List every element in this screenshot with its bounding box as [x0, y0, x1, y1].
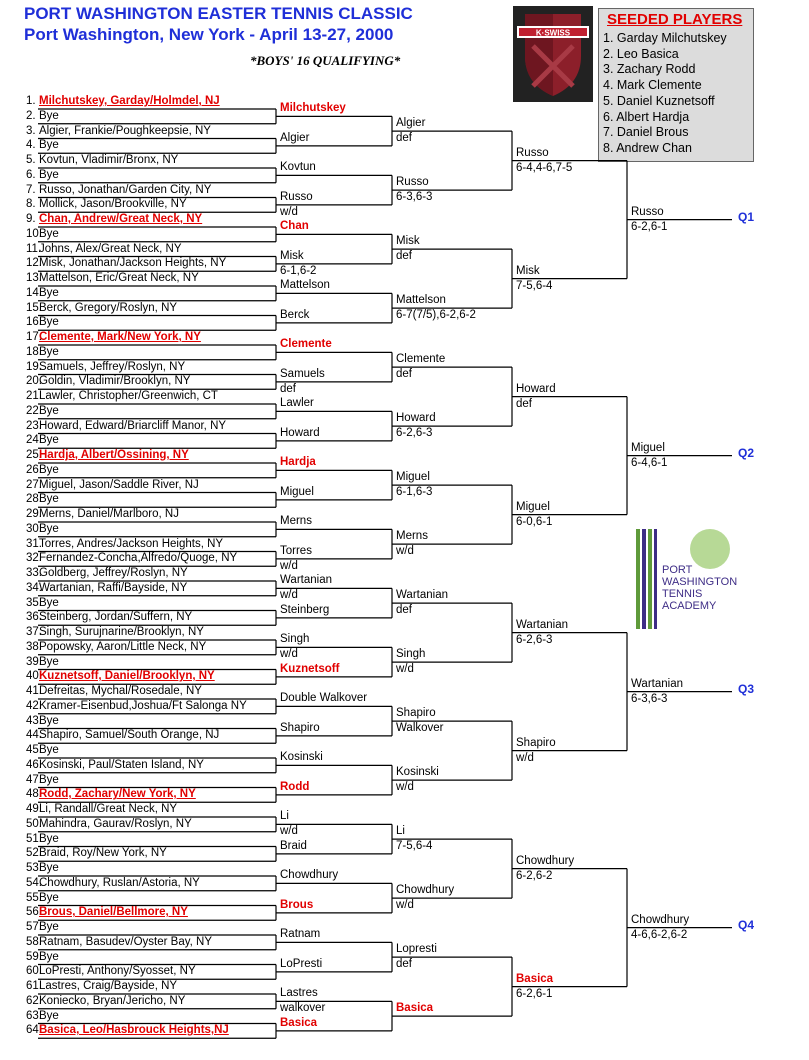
draw-position: 19. — [26, 360, 42, 373]
round4-winner: Miguel — [631, 441, 665, 454]
draw-position: 53. — [26, 862, 42, 874]
round2-score: w/d — [396, 781, 414, 794]
seed-item: 7. Daniel Brous — [603, 125, 689, 140]
round2-score: def — [396, 132, 412, 145]
round2-winner: Basica — [396, 1002, 434, 1015]
round1-score: w/d — [280, 559, 298, 572]
draw-entrant: Bye — [39, 1009, 59, 1022]
round4-score: 6-4,6-1 — [631, 456, 668, 469]
draw-entrant: LoPresti, Anthony/Syosset, NY — [39, 965, 196, 978]
draw-position: 3. — [26, 124, 36, 137]
draw-entrant: Bye — [39, 950, 59, 963]
round1-winner: Samuels — [280, 367, 325, 380]
round1-winner: Lastres — [280, 987, 318, 1000]
draw-position: 5. — [26, 154, 36, 166]
round3-winner: Chowdhury — [516, 854, 575, 867]
seed-item: 6. Albert Hardja — [603, 109, 690, 124]
seeded-players-title: SEEDED PLAYERS — [607, 11, 743, 28]
round1-winner: Chowdhury — [280, 869, 339, 882]
draw-entrant: Bye — [39, 404, 59, 417]
draw-position: 44. — [26, 729, 42, 742]
round2-winner: Misk — [396, 235, 420, 248]
round3-score: 6-2,6-3 — [516, 633, 553, 646]
round1-winner: Kovtun — [280, 161, 316, 174]
draw-position: 62. — [26, 994, 42, 1007]
round2-score: def — [396, 250, 412, 263]
draw-entrant: Bye — [39, 655, 59, 668]
round2-winner: Wartanian — [396, 589, 448, 602]
draw-position: 60. — [26, 965, 42, 978]
draw-position: 48. — [26, 788, 42, 801]
draw-entrant: Shapiro, Samuel/South Orange, NJ — [39, 729, 220, 742]
draw-position: 63. — [26, 1009, 42, 1022]
draw-entrant: Bye — [39, 493, 59, 506]
draw-entrant: Bye — [39, 921, 59, 933]
round2-score: def — [396, 368, 412, 381]
draw-position: 12. — [26, 257, 42, 270]
round1-winner: Torres — [280, 544, 312, 557]
svg-text:WASHINGTON: WASHINGTON — [662, 576, 738, 588]
round3-winner: Russo — [516, 146, 549, 159]
round2-winner: Russo — [396, 176, 429, 189]
draw-entrant: Bye — [39, 773, 59, 786]
draw-entrant: Bye — [39, 463, 59, 476]
round1-winner: Ratnam — [280, 928, 321, 941]
round1-score: w/d — [280, 205, 298, 218]
draw-position: 6. — [26, 168, 36, 181]
draw-position: 1. — [26, 95, 36, 107]
draw-position: 57. — [26, 921, 42, 933]
round2-score: def — [396, 604, 412, 617]
draw-entrant: Kosinski, Paul/Staten Island, NY — [39, 758, 204, 771]
round3-winner: Shapiro — [516, 736, 556, 749]
draw-position: 41. — [26, 685, 42, 697]
draw-entrant: Ratnam, Basudev/Oyster Bay, NY — [39, 935, 212, 948]
draw-position: 38. — [26, 640, 42, 653]
draw-entrant: Bye — [39, 139, 59, 152]
draw-entrant: Mahindra, Gaurav/Roslyn, NY — [39, 817, 192, 830]
draw-entrant: Johns, Alex/Great Neck, NY — [39, 242, 182, 255]
round2-winner: Mattelson — [396, 294, 446, 307]
draw-entrant: Mollick, Jason/Brookville, NY — [39, 198, 187, 211]
svg-text:ACADEMY: ACADEMY — [662, 600, 717, 612]
draw-position: 43. — [26, 714, 42, 727]
draw-entrant: Li, Randall/Great Neck, NY — [39, 803, 178, 815]
round2-winner: Clemente — [396, 353, 446, 366]
draw-position: 28. — [26, 493, 42, 506]
draw-position: 7. — [26, 183, 36, 196]
round1-winner: Double Walkover — [280, 692, 368, 705]
draw-entrant: Lawler, Christopher/Greenwich, CT — [39, 390, 218, 402]
round1-score: walkover — [280, 1002, 326, 1015]
round1-winner: LoPresti — [280, 957, 323, 970]
round1-winner: Shapiro — [280, 721, 320, 734]
round2-winner: Shapiro — [396, 707, 436, 720]
round2-score: 6-3,6-3 — [396, 191, 433, 204]
seed-item: 8. Andrew Chan — [603, 140, 692, 155]
round1-winner: Kosinski — [280, 751, 323, 764]
draw-entrant: Bye — [39, 316, 59, 329]
draw-entrant: Hardja, Albert/Ossining, NY — [39, 449, 189, 461]
round3-score: 6-2,6-1 — [516, 987, 553, 1000]
round1-winner: Misk — [280, 249, 304, 262]
round1-winner: Li — [280, 810, 289, 823]
seed-item: 4. Mark Clemente — [603, 78, 702, 93]
round2-winner: Miguel — [396, 471, 430, 484]
draw-position: 4. — [26, 139, 36, 152]
round4-score: 6-2,6-1 — [631, 220, 668, 233]
draw-entrant: Bye — [39, 522, 59, 535]
draw-entrant: Lastres, Craig/Bayside, NY — [39, 980, 178, 992]
round2-score: 7-5,6-4 — [396, 840, 433, 853]
draw-entrant: Braid, Roy/New York, NY — [39, 847, 167, 860]
round2-score: 6-1,6-3 — [396, 486, 433, 499]
round1-winner: Rodd — [280, 780, 310, 793]
draw-entrant: Fernandez-Concha,Alfredo/Quoge, NY — [39, 552, 238, 565]
draw-position: 46. — [26, 758, 42, 771]
draw-position: 39. — [26, 655, 42, 668]
draw-position: 33. — [26, 567, 42, 579]
round3-winner: Howard — [516, 382, 556, 395]
draw-position: 49. — [26, 803, 42, 815]
draw-entrant: Bye — [39, 434, 59, 447]
draw-entrant: Kovtun, Vladimir/Bronx, NY — [39, 154, 179, 166]
qualifier-label: Q2 — [738, 445, 755, 460]
round1-winner: Basica — [280, 1016, 318, 1029]
round1-winner: Kuznetsoff — [280, 662, 340, 675]
draw-position: 10. — [26, 227, 42, 240]
round2-winner: Merns — [396, 530, 428, 543]
draw-entrant: Clemente, Mark/New York, NY — [39, 331, 201, 343]
draw-position: 58. — [26, 935, 42, 948]
draw-position: 42. — [26, 699, 42, 712]
round1-winner: Milchutskey — [280, 102, 346, 115]
draw-position: 8. — [26, 198, 36, 211]
draw-entrant: Bye — [39, 714, 59, 727]
round1-winner: Hardja — [280, 456, 316, 469]
draw-position: 64. — [26, 1024, 42, 1037]
draw-position: 40. — [26, 670, 42, 683]
draw-position: 22. — [26, 404, 42, 417]
draw-position: 20. — [26, 375, 42, 388]
round2-winner: Singh — [396, 648, 426, 661]
draw-entrant: Kramer-Eisenbud,Joshua/Ft Salonga NY — [39, 699, 247, 712]
draw-position: 9. — [26, 213, 36, 225]
draw-entrant: Kuznetsoff, Daniel/Brooklyn, NY — [39, 670, 215, 683]
round4-score: 4-6,6-2,6-2 — [631, 928, 688, 941]
round1-winner: Lawler — [280, 397, 314, 410]
round1-score: w/d — [280, 648, 298, 661]
draw-entrant: Bye — [39, 832, 59, 845]
draw-entrant: Chan, Andrew/Great Neck, NY — [39, 213, 203, 225]
round1-winner: Algier — [280, 131, 310, 144]
draw-entrant: Chowdhury, Ruslan/Astoria, NY — [39, 876, 200, 889]
round4-winner: Wartanian — [631, 677, 683, 690]
round2-winner: Kosinski — [396, 766, 439, 779]
draw-position: 16. — [26, 316, 42, 329]
seed-item: 5. Daniel Kuznetsoff — [603, 93, 715, 108]
draw-entrant: Basica, Leo/Hasbrouck Heights,NJ — [39, 1024, 229, 1037]
round3-score: w/d — [516, 751, 534, 764]
draw-position: 54. — [26, 876, 42, 889]
round1-winner: Brous — [280, 898, 314, 911]
draw-entrant: Bye — [39, 744, 59, 756]
draw-entrant: Miguel, Jason/Saddle River, NJ — [39, 478, 199, 491]
draw-position: 35. — [26, 596, 42, 609]
round3-winner: Misk — [516, 264, 540, 277]
round1-winner: Mattelson — [280, 279, 330, 292]
seed-item: 2. Leo Basica — [603, 46, 679, 61]
draw-entrant: Bye — [39, 168, 59, 181]
svg-text:PORT: PORT — [662, 564, 693, 576]
draw-position: 29. — [26, 508, 42, 520]
round4-winner: Chowdhury — [631, 913, 690, 926]
draw-entrant: Berck, Gregory/Roslyn, NY — [39, 301, 178, 314]
draw-entrant: Bye — [39, 891, 59, 904]
draw-entrant: Popowsky, Aaron/Little Neck, NY — [39, 640, 207, 653]
draw-position: 34. — [26, 581, 42, 594]
round1-score: 6-1,6-2 — [280, 264, 317, 277]
draw-position: 13. — [26, 272, 42, 284]
draw-position: 14. — [26, 286, 42, 299]
draw-entrant: Bye — [39, 286, 59, 299]
draw-position: 37. — [26, 626, 42, 638]
draw-entrant: Goldin, Vladimir/Brooklyn, NY — [39, 375, 191, 388]
round3-winner: Basica — [516, 972, 554, 985]
draw-position: 55. — [26, 891, 42, 904]
draw-entrant: Bye — [39, 227, 59, 240]
round2-score: w/d — [396, 899, 414, 912]
draw-subtitle: *BOYS' 16 QUALIFYING* — [250, 53, 401, 68]
round1-score: w/d — [280, 589, 298, 602]
draw-position: 31. — [26, 537, 42, 550]
round1-winner: Clemente — [280, 338, 332, 351]
round3-score: 6-2,6-2 — [516, 869, 553, 882]
round1-winner: Russo — [280, 190, 313, 203]
draw-entrant: Russo, Jonathan/Garden City, NY — [39, 183, 212, 196]
qualifier-label: Q1 — [738, 209, 755, 224]
svg-text:TENNIS: TENNIS — [662, 588, 703, 600]
round3-score: 7-5,6-4 — [516, 279, 553, 292]
draw-position: 11. — [26, 242, 42, 255]
draw-entrant: Algier, Frankie/Poughkeepsie, NY — [39, 124, 211, 137]
round2-winner: Li — [396, 825, 405, 838]
round1-winner: Merns — [280, 515, 312, 528]
round1-winner: Singh — [280, 633, 310, 646]
draw-position: 36. — [26, 611, 42, 624]
draw-position: 32. — [26, 552, 42, 565]
round1-winner: Chan — [280, 220, 309, 233]
round3-winner: Miguel — [516, 500, 550, 513]
draw-position: 17. — [26, 331, 42, 343]
draw-entrant: Brous, Daniel/Bellmore, NY — [39, 906, 188, 919]
round1-winner: Wartanian — [280, 574, 332, 587]
round2-winner: Algier — [396, 117, 426, 130]
round4-winner: Russo — [631, 205, 664, 218]
draw-position: 52. — [26, 847, 42, 860]
draw-entrant: Goldberg, Jeffrey/Roslyn, NY — [39, 567, 188, 579]
draw-position: 24. — [26, 434, 42, 447]
draw-position: 25. — [26, 449, 42, 461]
round3-score: def — [516, 397, 532, 410]
seed-item: 3. Zachary Rodd — [603, 62, 696, 77]
round2-winner: Howard — [396, 412, 436, 425]
draw-entrant: Torres, Andres/Jackson Heights, NY — [39, 537, 224, 550]
round3-score: 6-4,4-6,7-5 — [516, 161, 573, 174]
tournament-title: PORT WASHINGTON EASTER TENNIS CLASSIC — [24, 4, 413, 23]
tournament-location-dates: Port Washington, New York - April 13-27, 2000 — [24, 25, 394, 44]
round1-score: def — [280, 382, 296, 395]
qualifier-label: Q4 — [738, 917, 755, 932]
draw-entrant: Misk, Jonathan/Jackson Heights, NY — [39, 257, 227, 270]
draw-entrant: Singh, Surujnarine/Brooklyn, NY — [39, 626, 204, 638]
draw-position: 51. — [26, 832, 42, 845]
draw-entrant: Wartanian, Raffi/Bayside, NY — [39, 581, 188, 594]
draw-position: 50. — [26, 817, 42, 830]
draw-position: 26. — [26, 463, 42, 476]
draw-entrant: Samuels, Jeffrey/Roslyn, NY — [39, 360, 186, 373]
draw-position: 15. — [26, 301, 42, 314]
round1-winner: Howard — [280, 426, 320, 439]
round1-winner: Braid — [280, 839, 307, 852]
round2-score: def — [396, 958, 412, 971]
draw-position: 30. — [26, 522, 42, 535]
round2-score: w/d — [396, 545, 414, 558]
round4-score: 6-3,6-3 — [631, 692, 668, 705]
draw-position: 59. — [26, 950, 42, 963]
draw-position: 21. — [26, 390, 42, 402]
draw-entrant: Merns, Daniel/Marlboro, NJ — [39, 508, 179, 520]
draw-entrant: Rodd, Zachary/New York, NY — [39, 788, 196, 801]
draw-entrant: Bye — [39, 596, 59, 609]
round3-score: 6-0,6-1 — [516, 515, 553, 528]
round2-score: w/d — [396, 663, 414, 676]
round1-winner: Miguel — [280, 485, 314, 498]
draw-position: 18. — [26, 345, 42, 358]
draw-entrant: Mattelson, Eric/Great Neck, NY — [39, 272, 199, 284]
round2-winner: Chowdhury — [396, 884, 455, 897]
draw-position: 27. — [26, 478, 42, 491]
round1-score: w/d — [280, 825, 298, 838]
draw-position: 2. — [26, 109, 36, 122]
round1-winner: Steinberg — [280, 603, 330, 616]
draw-position: 56. — [26, 906, 42, 919]
round2-score: Walkover — [396, 722, 444, 735]
draw-entrant: Steinberg, Jordan/Suffern, NY — [39, 611, 193, 624]
draw-entrant: Koniecko, Bryan/Jericho, NY — [39, 994, 186, 1007]
round1-winner: Berck — [280, 308, 310, 321]
draw-entrant: Bye — [39, 109, 59, 122]
qualifier-label: Q3 — [738, 681, 755, 696]
round2-score: 6-7(7/5),6-2,6-2 — [396, 309, 476, 322]
draw-entrant: Howard, Edward/Briarcliff Manor, NY — [39, 419, 227, 432]
draw-position: 23. — [26, 419, 42, 432]
draw-position: 61. — [26, 980, 42, 992]
draw-entrant: Bye — [39, 862, 59, 874]
round2-winner: Lopresti — [396, 943, 437, 956]
draw-position: 45. — [26, 744, 42, 756]
draw-entrant: Milchutskey, Garday/Holmdel, NJ — [39, 95, 220, 107]
draw-position: 47. — [26, 773, 42, 786]
round2-score: 6-2,6-3 — [396, 427, 433, 440]
round3-winner: Wartanian — [516, 618, 568, 631]
draw-entrant: Bye — [39, 345, 59, 358]
logo-text: K·SWISS — [535, 28, 571, 38]
seed-item: 1. Garday Milchutskey — [603, 31, 727, 45]
draw-entrant: Defreitas, Mychal/Rosedale, NY — [39, 685, 202, 697]
